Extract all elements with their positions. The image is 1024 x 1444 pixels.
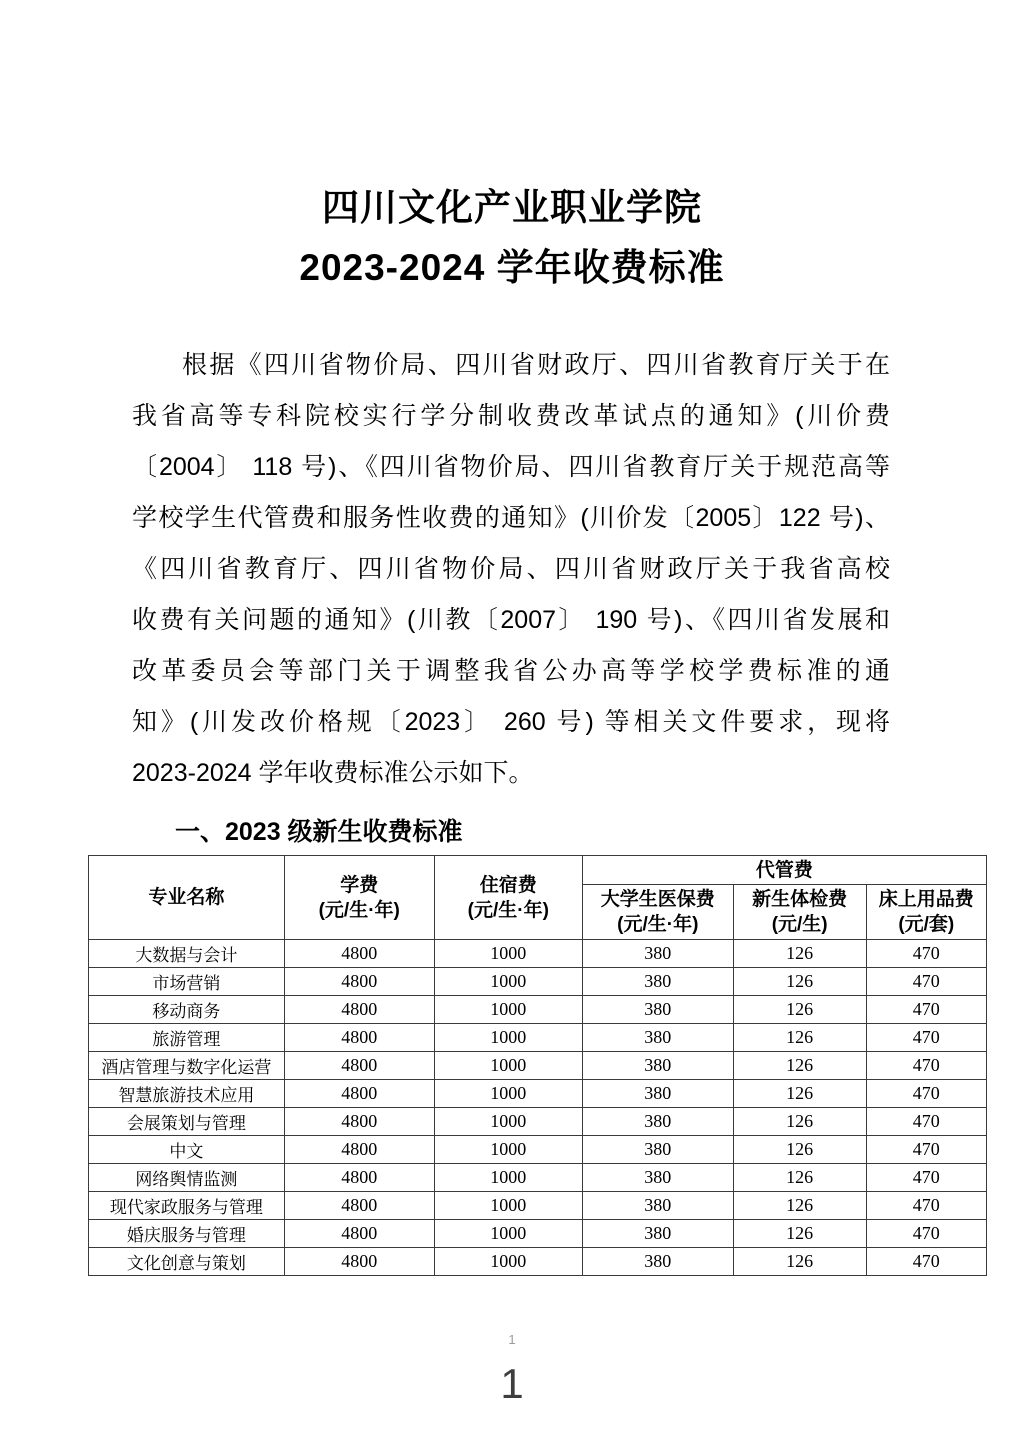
col-header-accommodation-label: 住宿费 — [479, 874, 537, 896]
major-name-cell: 市场营销 — [89, 968, 285, 996]
fee-value-cell: 470 — [866, 1108, 986, 1136]
major-name-cell: 文化创意与策划 — [89, 1248, 285, 1276]
document-title-line2: 2023-2024 学年收费标准 — [299, 247, 725, 288]
fee-value-cell: 1000 — [434, 996, 582, 1024]
fee-table-header — [89, 856, 987, 940]
table-row — [89, 996, 987, 1024]
fee-value-cell: 126 — [733, 968, 866, 996]
intro-paragraph — [132, 340, 890, 799]
col-header-major — [89, 856, 285, 940]
fee-value-cell: 126 — [733, 1220, 866, 1248]
fee-value-cell: 380 — [582, 1192, 733, 1220]
fee-value-cell: 126 — [733, 1080, 866, 1108]
fee-value-cell: 126 — [733, 1052, 866, 1080]
fee-value-cell: 1000 — [434, 1192, 582, 1220]
col-header-bedding-label: 床上用品费 — [878, 889, 974, 910]
col-header-physical-exam-unit: (元/生) — [771, 914, 828, 935]
col-header-major-label: 专业名称 — [148, 887, 225, 908]
fee-value-cell: 470 — [866, 1080, 986, 1108]
fee-value-cell: 380 — [582, 1108, 733, 1136]
col-header-accommodation — [434, 856, 582, 940]
page-number-footnote: 1 — [508, 1332, 516, 1347]
fee-value-cell: 1000 — [434, 1220, 582, 1248]
fee-value-cell: 126 — [733, 1136, 866, 1164]
fee-value-cell: 470 — [866, 1220, 986, 1248]
fee-value-cell: 470 — [866, 968, 986, 996]
paragraph-line: 改革委员会等部门关于调整我省公办高等学校学费标准的通 — [132, 657, 890, 685]
major-name-cell: 婚庆服务与管理 — [89, 1220, 285, 1248]
major-name-cell: 现代家政服务与管理 — [89, 1192, 285, 1220]
fee-value-cell: 126 — [733, 1248, 866, 1276]
fee-value-cell: 470 — [866, 1248, 986, 1276]
fee-value-cell: 4800 — [284, 1220, 434, 1248]
col-header-medical-insurance-unit: (元/生·年) — [617, 914, 699, 935]
table-row — [89, 1192, 987, 1220]
fee-value-cell: 4800 — [284, 1136, 434, 1164]
fee-value-cell: 470 — [866, 940, 986, 968]
fee-value-cell: 4800 — [284, 996, 434, 1024]
major-name-cell: 网络舆情监测 — [89, 1164, 285, 1192]
fee-value-cell: 4800 — [284, 968, 434, 996]
fee-value-cell: 380 — [582, 1248, 733, 1276]
fee-value-cell: 1000 — [434, 1248, 582, 1276]
paragraph-line: 〔2004〕 118 号)、《四川省物价局、四川省教育厅关于规范高等 — [132, 453, 890, 481]
fee-value-cell: 126 — [733, 996, 866, 1024]
document-title — [0, 178, 1024, 298]
major-name-cell: 移动商务 — [89, 996, 285, 1024]
table-row — [89, 1164, 987, 1192]
fee-value-cell: 1000 — [434, 1080, 582, 1108]
fee-table — [88, 855, 987, 1276]
fee-value-cell: 380 — [582, 1220, 733, 1248]
major-name-cell: 旅游管理 — [89, 1024, 285, 1052]
col-header-tuition — [284, 856, 434, 940]
table-row — [89, 1052, 987, 1080]
fee-value-cell: 1000 — [434, 1052, 582, 1080]
fee-value-cell: 380 — [582, 1080, 733, 1108]
fee-value-cell: 1000 — [434, 1108, 582, 1136]
fee-value-cell: 1000 — [434, 940, 582, 968]
paragraph-line: 《四川省教育厅、四川省物价局、四川省财政厅关于我省高校 — [132, 555, 890, 583]
fee-value-cell: 380 — [582, 968, 733, 996]
table-row — [89, 1220, 987, 1248]
fee-value-cell: 380 — [582, 940, 733, 968]
fee-value-cell: 126 — [733, 1108, 866, 1136]
fee-value-cell: 1000 — [434, 1164, 582, 1192]
fee-value-cell: 380 — [582, 1024, 733, 1052]
fee-value-cell: 4800 — [284, 940, 434, 968]
fee-value-cell: 4800 — [284, 1108, 434, 1136]
fee-value-cell: 470 — [866, 1192, 986, 1220]
major-name-cell: 会展策划与管理 — [89, 1108, 285, 1136]
fee-value-cell: 470 — [866, 1024, 986, 1052]
fee-value-cell: 380 — [582, 996, 733, 1024]
table-row — [89, 1136, 987, 1164]
col-header-bedding-unit: (元/套) — [898, 914, 955, 935]
fee-table-body — [89, 940, 987, 1276]
section-heading: 一、2023 级新生收费标准 — [175, 818, 463, 846]
col-header-physical-exam — [733, 885, 866, 940]
col-header-bedding — [866, 885, 986, 940]
table-row — [89, 940, 987, 968]
fee-value-cell: 4800 — [284, 1024, 434, 1052]
paragraph-line: 2023-2024 学年收费标准公示如下。 — [132, 759, 534, 787]
major-name-cell: 中文 — [89, 1136, 285, 1164]
fee-value-cell: 126 — [733, 1192, 866, 1220]
table-row — [89, 1024, 987, 1052]
paragraph-line: 学校学生代管费和服务性收费的通知》(川价发〔2005〕122 号)、 — [132, 504, 890, 532]
fee-value-cell: 126 — [733, 940, 866, 968]
paragraph-line: 知》(川发改价格规〔2023〕 260 号) 等相关文件要求，现将 — [132, 708, 890, 736]
fee-value-cell: 126 — [733, 1024, 866, 1052]
paragraph-line: 收费有关问题的通知》(川教〔2007〕 190 号)、《四川省发展和 — [132, 606, 890, 634]
table-row — [89, 1080, 987, 1108]
fee-value-cell: 4800 — [284, 1248, 434, 1276]
fee-value-cell: 470 — [866, 1164, 986, 1192]
paragraph-line: 根据《四川省物价局、四川省财政厅、四川省教育厅关于在 — [182, 351, 890, 379]
page-number-indicator: 1 — [500, 1360, 524, 1407]
table-row — [89, 968, 987, 996]
table-row — [89, 1108, 987, 1136]
paragraph-line: 我省高等专科院校实行学分制收费改革试点的通知》(川价费 — [132, 402, 890, 430]
col-header-medical-insurance — [582, 885, 733, 940]
document-title-line1: 四川文化产业职业学院 — [322, 187, 702, 228]
fee-value-cell: 126 — [733, 1164, 866, 1192]
col-header-tuition-unit: (元/生·年) — [318, 899, 400, 921]
fee-value-cell: 4800 — [284, 1192, 434, 1220]
fee-value-cell: 1000 — [434, 1136, 582, 1164]
col-header-accommodation-unit: (元/生·年) — [467, 899, 549, 921]
fee-value-cell: 4800 — [284, 1164, 434, 1192]
major-name-cell: 酒店管理与数字化运营 — [89, 1052, 285, 1080]
major-name-cell: 大数据与会计 — [89, 940, 285, 968]
fee-value-cell: 380 — [582, 1052, 733, 1080]
col-header-medical-insurance-label: 大学生医保费 — [600, 889, 715, 910]
fee-value-cell: 470 — [866, 1052, 986, 1080]
fee-value-cell: 1000 — [434, 1024, 582, 1052]
fee-value-cell: 380 — [582, 1164, 733, 1192]
fee-value-cell: 470 — [866, 996, 986, 1024]
col-header-physical-exam-label: 新生体检费 — [752, 889, 848, 910]
fee-value-cell: 380 — [582, 1136, 733, 1164]
col-header-group-daiguanfei: 代管费 — [582, 856, 986, 885]
fee-value-cell: 470 — [866, 1136, 986, 1164]
fee-value-cell: 4800 — [284, 1080, 434, 1108]
fee-value-cell: 1000 — [434, 968, 582, 996]
col-header-tuition-label: 学费 — [340, 874, 379, 896]
fee-value-cell: 4800 — [284, 1052, 434, 1080]
major-name-cell: 智慧旅游技术应用 — [89, 1080, 285, 1108]
table-row — [89, 1248, 987, 1276]
